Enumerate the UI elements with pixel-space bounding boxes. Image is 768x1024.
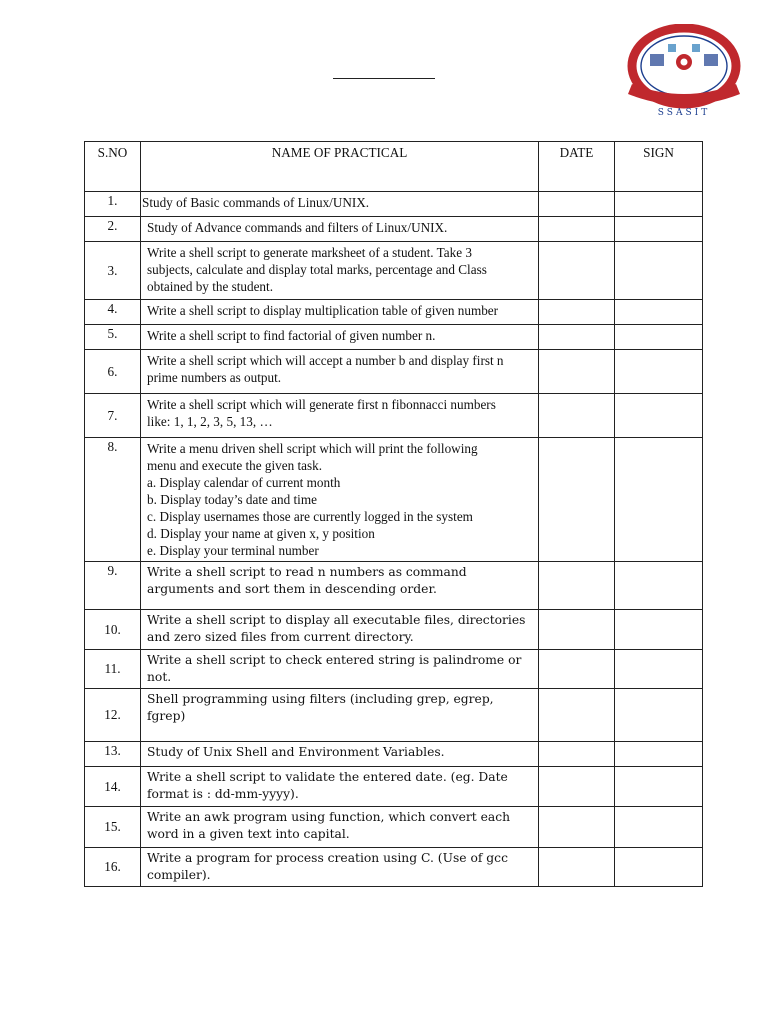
practical-name	[141, 350, 539, 394]
date-cell[interactable]	[539, 767, 615, 807]
sign-cell[interactable]	[615, 807, 703, 848]
col-header-sign: SIGN	[615, 142, 703, 192]
date-cell[interactable]	[539, 562, 615, 610]
practical-name-line: compiler).	[147, 868, 211, 882]
table-row	[85, 562, 703, 610]
institute-logo-icon	[624, 24, 746, 118]
sign-cell[interactable]	[615, 562, 703, 610]
practical-name-line: Write a shell script which will accept a number b and display first n	[147, 353, 504, 368]
row-number: 12.	[85, 689, 141, 742]
row-number: 13.	[85, 742, 141, 767]
practical-name	[141, 689, 539, 742]
practical-name	[141, 300, 539, 325]
col-header-sno: S.NO	[85, 142, 141, 192]
sign-cell[interactable]	[615, 350, 703, 394]
sign-cell[interactable]	[615, 650, 703, 689]
sign-cell[interactable]	[615, 848, 703, 887]
sign-cell[interactable]	[615, 300, 703, 325]
sign-cell[interactable]	[615, 192, 703, 217]
practical-name-line: format is : dd-mm-yyyy).	[147, 787, 299, 801]
title-underline	[333, 78, 435, 79]
date-cell[interactable]	[539, 438, 615, 562]
sign-cell[interactable]	[615, 242, 703, 300]
date-cell[interactable]	[539, 350, 615, 394]
sign-cell[interactable]	[615, 610, 703, 650]
table-row	[85, 650, 703, 689]
table-row	[85, 242, 703, 300]
practical-name-line: word in a given text into capital.	[147, 827, 350, 841]
practical-name	[141, 650, 539, 689]
practical-name-line: Write an awk program using function, which convert each	[147, 810, 511, 824]
practical-name-line: Write a shell script to check entered string is palindrome or	[147, 653, 522, 667]
practical-name-line: Write a shell script to display all executable files, directories	[147, 613, 526, 627]
row-number: 4.	[85, 300, 141, 325]
date-cell[interactable]	[539, 300, 615, 325]
practical-name-line: prime numbers as output.	[147, 370, 282, 385]
practical-name-line: Write a shell script to display multiplication table of given number	[147, 303, 499, 318]
sign-cell[interactable]	[615, 438, 703, 562]
practical-name-line: Write a shell script which will generate first n fibonnacci numbers	[147, 397, 496, 412]
row-number: 6.	[85, 350, 141, 394]
row-number: 8.	[85, 438, 141, 562]
practical-name-line: Study of Unix Shell and Environment Variables.	[147, 745, 445, 759]
practical-name-line: c. Display usernames those are currently logged in the system	[147, 509, 473, 524]
practical-name-line: obtained by the student.	[147, 279, 273, 294]
row-number: 3.	[85, 242, 141, 300]
practical-name-line: Write a shell script to generate marksheet of a student. Take 3	[147, 245, 472, 260]
date-cell[interactable]	[539, 650, 615, 689]
table-row	[85, 217, 703, 242]
practical-name-line: e. Display your terminal number	[147, 543, 319, 558]
row-number: 11.	[85, 650, 141, 689]
table-row	[85, 300, 703, 325]
practical-name-line: a. Display calendar of current month	[147, 475, 341, 490]
practical-name-line: Write a menu driven shell script which will print the following	[147, 441, 478, 456]
table-row	[85, 848, 703, 887]
row-number: 2.	[85, 217, 141, 242]
practical-name-line: arguments and sort them in descending order.	[147, 582, 437, 596]
practical-name-line: not.	[147, 670, 172, 684]
date-cell[interactable]	[539, 192, 615, 217]
practical-name	[141, 742, 539, 767]
practical-name	[141, 610, 539, 650]
date-cell[interactable]	[539, 394, 615, 438]
practical-name-line: Write a shell script to validate the entered date. (eg. Date	[147, 770, 508, 784]
practical-name	[141, 394, 539, 438]
table-row	[85, 767, 703, 807]
date-cell[interactable]	[539, 325, 615, 350]
practicals-table	[84, 141, 703, 887]
row-number: 1.	[85, 192, 141, 217]
date-cell[interactable]	[539, 217, 615, 242]
practical-name	[141, 562, 539, 610]
practical-name-line: b. Display today’s date and time	[147, 492, 317, 507]
table-row	[85, 807, 703, 848]
table-row	[85, 394, 703, 438]
practical-name-line: fgrep)	[147, 709, 186, 723]
date-cell[interactable]	[539, 242, 615, 300]
col-header-name: NAME OF PRACTICAL	[141, 142, 539, 192]
practical-name-line: subjects, calculate and display total marks, percentage and Class	[147, 262, 487, 277]
practical-name	[141, 807, 539, 848]
row-number: 14.	[85, 767, 141, 807]
sign-cell[interactable]	[615, 767, 703, 807]
practical-name	[141, 325, 539, 350]
sign-cell[interactable]	[615, 689, 703, 742]
practical-name	[141, 217, 539, 242]
practical-name-line: Study of Advance commands and filters of Linux/UNIX.	[147, 220, 448, 235]
col-header-date: DATE	[539, 142, 615, 192]
practical-name-line: Write a shell script to find factorial of given number n.	[147, 328, 436, 343]
table-header-row	[85, 142, 703, 192]
table-row	[85, 689, 703, 742]
practical-name-line: Shell programming using filters (including grep, egrep,	[147, 692, 494, 706]
date-cell[interactable]	[539, 689, 615, 742]
practical-name	[141, 192, 539, 217]
practical-name-line: and zero sized files from current directory.	[147, 630, 414, 644]
practical-name-line: Write a program for process creation using C. (Use of gcc	[147, 851, 508, 865]
practical-name	[141, 848, 539, 887]
table-row	[85, 350, 703, 394]
row-number: 7.	[85, 394, 141, 438]
row-number: 5.	[85, 325, 141, 350]
practical-name-line: Study of Basic commands of Linux/UNIX.	[142, 195, 370, 210]
logo-text: SSASIT	[657, 108, 711, 118]
practical-name-line: like: 1, 1, 2, 3, 5, 13, …	[147, 414, 273, 429]
practical-name-line: d. Display your name at given x, y position	[147, 526, 375, 541]
row-number: 9.	[85, 562, 141, 610]
row-number: 16.	[85, 848, 141, 887]
practical-name	[141, 242, 539, 300]
table-row	[85, 742, 703, 767]
date-cell[interactable]	[539, 610, 615, 650]
sign-cell[interactable]	[615, 325, 703, 350]
sign-cell[interactable]	[615, 742, 703, 767]
practical-name-line: menu and execute the given task.	[147, 458, 323, 473]
table-row	[85, 192, 703, 217]
table-row	[85, 610, 703, 650]
sign-cell[interactable]	[615, 217, 703, 242]
row-number: 15.	[85, 807, 141, 848]
date-cell[interactable]	[539, 742, 615, 767]
practical-name-line: Write a shell script to read n numbers as command	[147, 565, 467, 579]
table-row	[85, 438, 703, 562]
table-row	[85, 325, 703, 350]
practical-name	[141, 767, 539, 807]
date-cell[interactable]	[539, 807, 615, 848]
row-number: 10.	[85, 610, 141, 650]
sign-cell[interactable]	[615, 394, 703, 438]
date-cell[interactable]	[539, 848, 615, 887]
practical-name	[141, 438, 539, 562]
